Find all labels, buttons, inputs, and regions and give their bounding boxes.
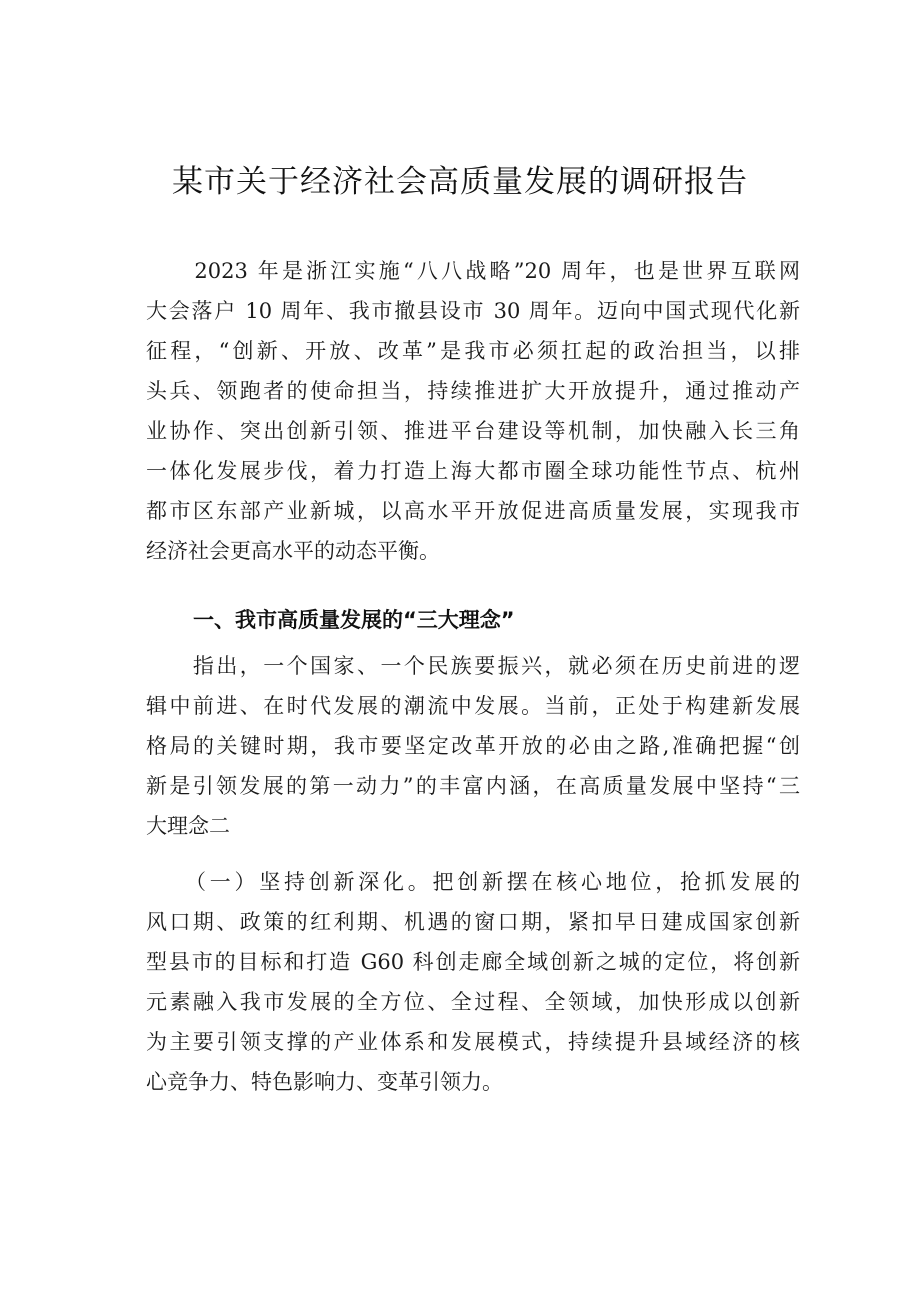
paragraph-line: 辑中前进、在时代发展的潮流中发展。当前，正处于构建新发展 (146, 694, 800, 718)
paragraph-line: 风口期、政策的红利期、机遇的窗口期，紧扣早日建成国家创新 (146, 910, 800, 934)
document-title: 某市关于经济社会高质量发展的调研报告 (172, 164, 748, 200)
paragraph-line: 头兵、领跑者的使命担当，持续推进扩大开放提升，通过推动产 (146, 379, 800, 403)
paragraph-line: 心竞争力、特色影响力、变革引领力。 (146, 1070, 503, 1094)
paragraph-line: 都市区东部产业新城，以高水平开放促进高质量发展，实现我市 (146, 499, 800, 523)
paragraph-line: 大会落户 10 周年、我市撤县设市 30 周年。迈向中国式现代化新 (146, 299, 800, 323)
section-heading: 一、我市高质量发展的“三大理念” (193, 608, 515, 632)
paragraph-line: 元素融入我市发展的全方位、全过程、全领域，加快形成以创新 (146, 990, 800, 1014)
paragraph-line: 大理念二 (146, 814, 230, 838)
paragraph-line: （一）坚持创新深化。把创新摆在核心地位，抢抓发展的 (146, 870, 800, 894)
paragraph-line: 2023 年是浙江实施“八八战略”20 周年，也是世界互联网 (146, 259, 800, 283)
paragraph-line: 新是引领发展的第一动力”的丰富内涵，在高质量发展中坚持“三 (146, 774, 800, 798)
paragraph-line: 征程，“创新、开放、改革”是我市必须扛起的政治担当，以排 (146, 339, 800, 363)
paragraph-line: 格局的关键时期，我市要坚定改革开放的必由之路,准确把握“创 (146, 734, 800, 758)
paragraph-line: 经济社会更高水平的动态平衡。 (146, 539, 440, 563)
paragraph-line: 业协作、突出创新引领、推进平台建设等机制，加快融入长三角 (146, 419, 800, 443)
paragraph-line: 为主要引领支撑的产业体系和发展模式，持续提升县域经济的核 (146, 1030, 800, 1054)
paragraph-line: 一体化发展步伐，着力打造上海大都市圈全球功能性节点、杭州 (146, 459, 800, 483)
paragraph-line: 指出，一个国家、一个民族要振兴，就必须在历史前进的逻 (146, 654, 800, 678)
paragraph-line: 型县市的目标和打造 G60 科创走廊全域创新之城的定位，将创新 (146, 950, 800, 974)
paragraph-section-intro (146, 646, 800, 846)
paragraph-innovation (146, 862, 800, 1102)
paragraph-intro (146, 251, 800, 571)
